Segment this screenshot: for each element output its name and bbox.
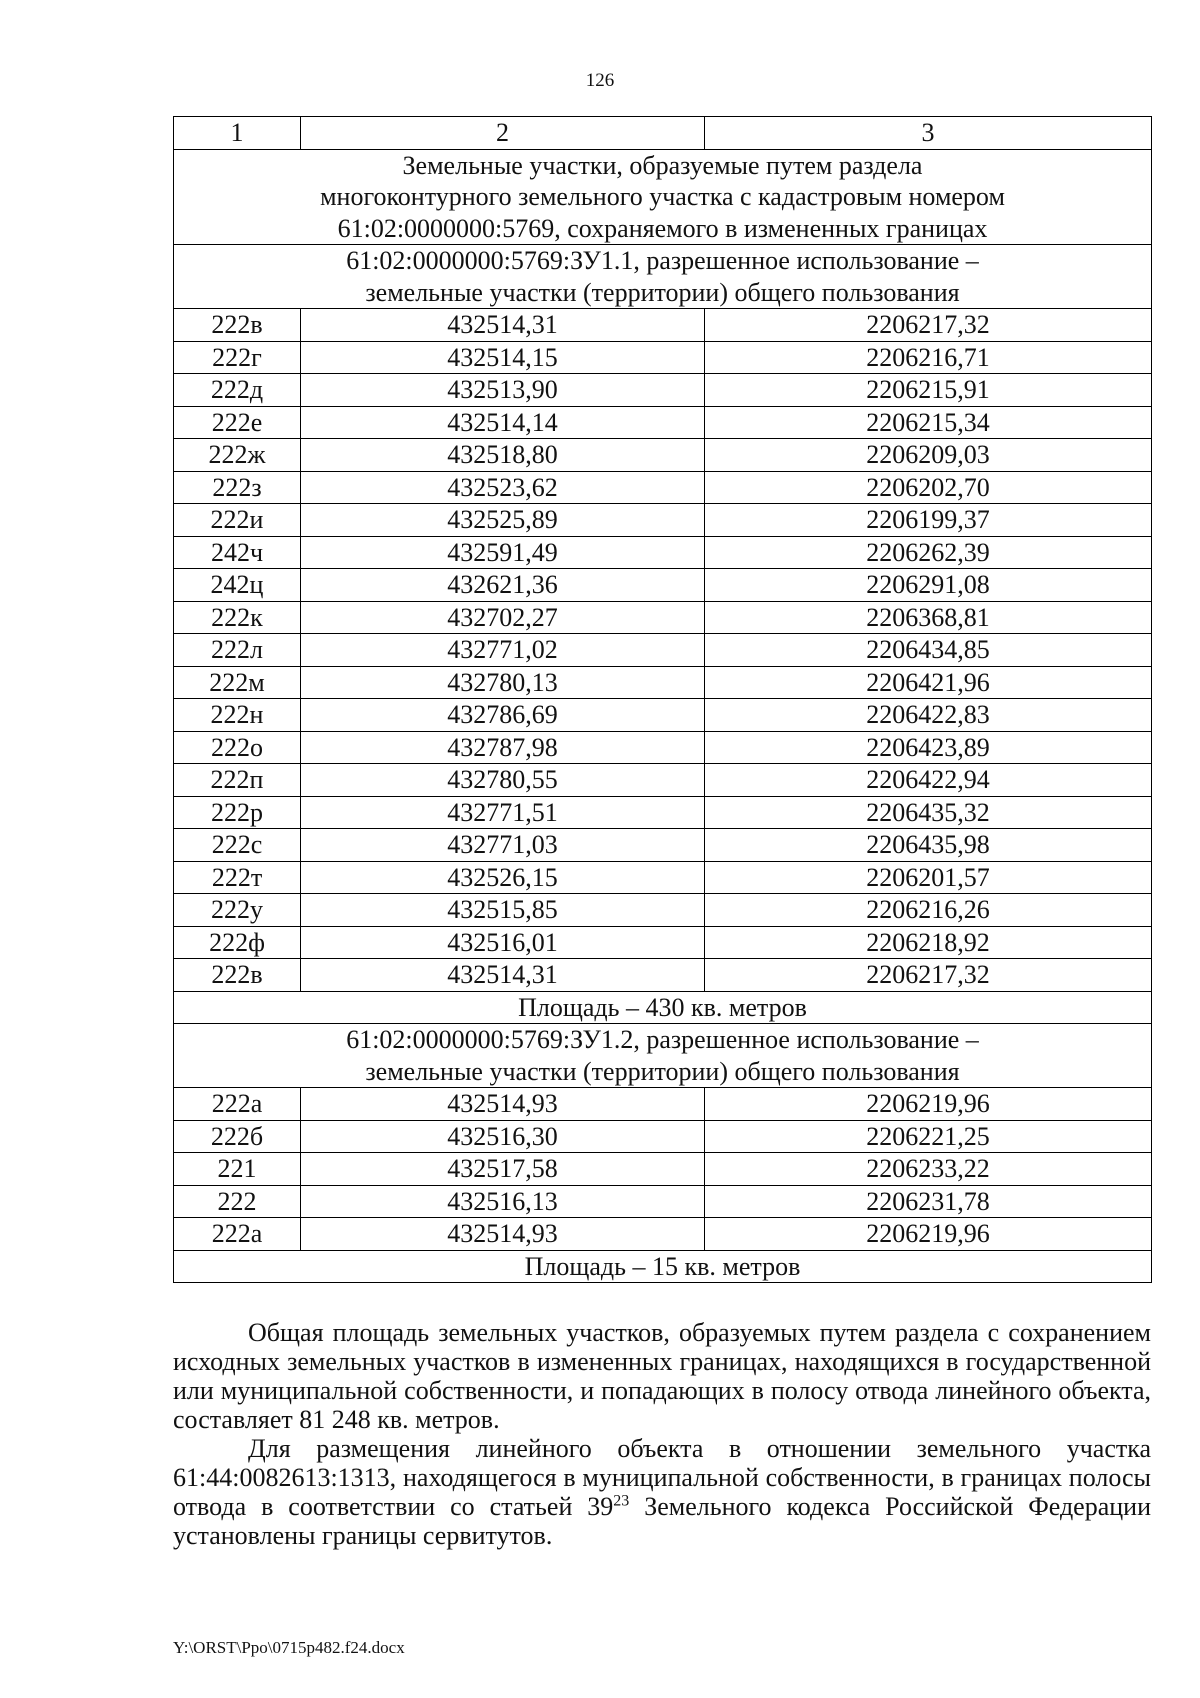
coordinate-y: 2206215,91 [705, 374, 1152, 407]
area-total: Площадь – 430 кв. метров [174, 991, 1152, 1024]
coordinate-y: 2206291,08 [705, 569, 1152, 602]
coordinate-y: 2206262,39 [705, 536, 1152, 569]
point-number: 222ф [174, 926, 301, 959]
coordinate-x: 432514,14 [301, 406, 705, 439]
point-number: 222а [174, 1218, 301, 1251]
coordinate-x: 432525,89 [301, 504, 705, 537]
column-number-3: 3 [705, 117, 1152, 150]
paragraph-total-area: Общая площадь земельных участков, образуемых путем раздела с сохранением исходных земельных участков в измененных границах, находящихся в государственной или муниципальной собственности, и попадающих в полосу отвода линейного объекта, составляет 81 248 кв. метров. [173, 1318, 1151, 1434]
point-number: 222б [174, 1120, 301, 1153]
table-row [174, 959, 1152, 992]
group-title-line: 61:02:0000000:5769:ЗУ1.1, разрешенное использование – [346, 246, 979, 275]
coordinate-x: 432771,02 [301, 634, 705, 667]
table-row [174, 439, 1152, 472]
coordinate-x: 432780,13 [301, 666, 705, 699]
coordinate-y: 2206199,37 [705, 504, 1152, 537]
coordinate-y: 2206209,03 [705, 439, 1152, 472]
table-row [174, 1120, 1152, 1153]
group-title [174, 245, 1152, 309]
section-title-line: многоконтурного земельного участка с кадастровым номером [320, 182, 1005, 211]
paragraph-servitude [173, 1434, 1151, 1550]
coordinate-y: 2206201,57 [705, 861, 1152, 894]
group-title-line: земельные участки (территории) общего пользования [365, 1056, 960, 1086]
coordinate-x: 432517,58 [301, 1153, 705, 1186]
coordinate-y: 2206435,98 [705, 829, 1152, 862]
paragraph-servitude-text-end: Земельного кодекса Российской Федерации установлены границы сервитутов. [173, 1492, 1151, 1550]
point-number: 222 [174, 1185, 301, 1218]
column-number-row [174, 117, 1152, 150]
point-number: 222в [174, 959, 301, 992]
table-row [174, 536, 1152, 569]
point-number: 222с [174, 829, 301, 862]
table-row [174, 601, 1152, 634]
coordinate-x: 432771,51 [301, 796, 705, 829]
coordinate-y: 2206215,34 [705, 406, 1152, 439]
coordinate-x: 432787,98 [301, 731, 705, 764]
table-row [174, 894, 1152, 927]
coordinate-x: 432514,93 [301, 1088, 705, 1121]
coordinate-x: 432786,69 [301, 699, 705, 732]
section-title-row [174, 149, 1152, 245]
coordinate-y: 2206217,32 [705, 309, 1152, 342]
point-number: 242ч [174, 536, 301, 569]
section-title [174, 149, 1152, 245]
coordinate-x: 432526,15 [301, 861, 705, 894]
point-number: 222к [174, 601, 301, 634]
table-row [174, 796, 1152, 829]
point-number: 222г [174, 341, 301, 374]
coordinate-x: 432591,49 [301, 536, 705, 569]
coordinate-y: 2206423,89 [705, 731, 1152, 764]
point-number: 222о [174, 731, 301, 764]
point-number: 222н [174, 699, 301, 732]
table-row [174, 861, 1152, 894]
column-number-1: 1 [174, 117, 301, 150]
table-row [174, 504, 1152, 537]
section-title-line: 61:02:0000000:5769, сохраняемого в измененных границах [337, 213, 988, 243]
table-row [174, 926, 1152, 959]
point-number: 222и [174, 504, 301, 537]
point-number: 222а [174, 1088, 301, 1121]
coordinate-y: 2206422,94 [705, 764, 1152, 797]
table-row [174, 309, 1152, 342]
coordinate-y: 2206202,70 [705, 471, 1152, 504]
coordinate-x: 432516,13 [301, 1185, 705, 1218]
coordinate-x: 432514,31 [301, 309, 705, 342]
group-title-row [174, 245, 1152, 309]
table-row [174, 406, 1152, 439]
coordinate-y: 2206221,25 [705, 1120, 1152, 1153]
group-title-line: земельные участки (территории) общего пользования [365, 277, 960, 307]
coordinate-y: 2206216,71 [705, 341, 1152, 374]
coordinate-y: 2206216,26 [705, 894, 1152, 927]
coordinates-table [173, 116, 1152, 1283]
table-row [174, 374, 1152, 407]
coordinate-y: 2206219,96 [705, 1088, 1152, 1121]
table-row [174, 1153, 1152, 1186]
point-number: 242ц [174, 569, 301, 602]
paragraph-servitude-text: Для размещения линейного объекта в отношении земельного участка 61:44:0082613:1313, находящегося в муниципальной собственности, в границах полосы отвода в соответствии со статьей 39 [173, 1434, 1151, 1521]
coordinate-x: 432514,31 [301, 959, 705, 992]
table-row [174, 341, 1152, 374]
table-row [174, 1088, 1152, 1121]
point-number: 222в [174, 309, 301, 342]
point-number: 222м [174, 666, 301, 699]
article-superscript: 23 [613, 1492, 630, 1510]
coordinate-x: 432516,01 [301, 926, 705, 959]
coordinate-x: 432702,27 [301, 601, 705, 634]
section-title-line: Земельные участки, образуемые путем раздела [402, 150, 923, 180]
point-number: 222т [174, 861, 301, 894]
table-row [174, 634, 1152, 667]
coordinate-x: 432515,85 [301, 894, 705, 927]
point-number: 222д [174, 374, 301, 407]
coordinate-x: 432514,93 [301, 1218, 705, 1251]
point-number: 222п [174, 764, 301, 797]
table-row [174, 1218, 1152, 1251]
table-row [174, 569, 1152, 602]
body-text [173, 1318, 1151, 1550]
area-row [174, 991, 1152, 1024]
coordinate-y: 2206219,96 [705, 1218, 1152, 1251]
coordinate-x: 432771,03 [301, 829, 705, 862]
coordinate-y: 2206434,85 [705, 634, 1152, 667]
coordinate-y: 2206217,32 [705, 959, 1152, 992]
coordinate-y: 2206233,22 [705, 1153, 1152, 1186]
coordinates-table-body [174, 117, 1152, 1283]
coordinate-y: 2206422,83 [705, 699, 1152, 732]
group-title [174, 1024, 1152, 1088]
coordinate-x: 432516,30 [301, 1120, 705, 1153]
table-row [174, 731, 1152, 764]
group-title-row [174, 1024, 1152, 1088]
point-number: 221 [174, 1153, 301, 1186]
point-number: 222з [174, 471, 301, 504]
footer-file-path: Y:\ORST\Ppo\0715p482.f24.docx [173, 1638, 405, 1657]
table-row [174, 764, 1152, 797]
table-row [174, 1185, 1152, 1218]
coordinate-x: 432780,55 [301, 764, 705, 797]
point-number: 222ж [174, 439, 301, 472]
table-row [174, 699, 1152, 732]
table-row [174, 829, 1152, 862]
point-number: 222л [174, 634, 301, 667]
area-total: Площадь – 15 кв. метров [174, 1250, 1152, 1283]
column-number-2: 2 [301, 117, 705, 150]
point-number: 222е [174, 406, 301, 439]
area-row [174, 1250, 1152, 1283]
group-title-line: 61:02:0000000:5769:ЗУ1.2, разрешенное использование – [346, 1025, 979, 1054]
coordinate-y: 2206218,92 [705, 926, 1152, 959]
table-row [174, 471, 1152, 504]
coordinate-x: 432513,90 [301, 374, 705, 407]
table-row [174, 666, 1152, 699]
coordinate-x: 432523,62 [301, 471, 705, 504]
coordinate-x: 432518,80 [301, 439, 705, 472]
coordinate-x: 432621,36 [301, 569, 705, 602]
point-number: 222р [174, 796, 301, 829]
point-number: 222у [174, 894, 301, 927]
coordinate-y: 2206421,96 [705, 666, 1152, 699]
coordinate-y: 2206368,81 [705, 601, 1152, 634]
coordinate-x: 432514,15 [301, 341, 705, 374]
coordinate-y: 2206435,32 [705, 796, 1152, 829]
page-number: 126 [585, 70, 615, 91]
coordinate-y: 2206231,78 [705, 1185, 1152, 1218]
